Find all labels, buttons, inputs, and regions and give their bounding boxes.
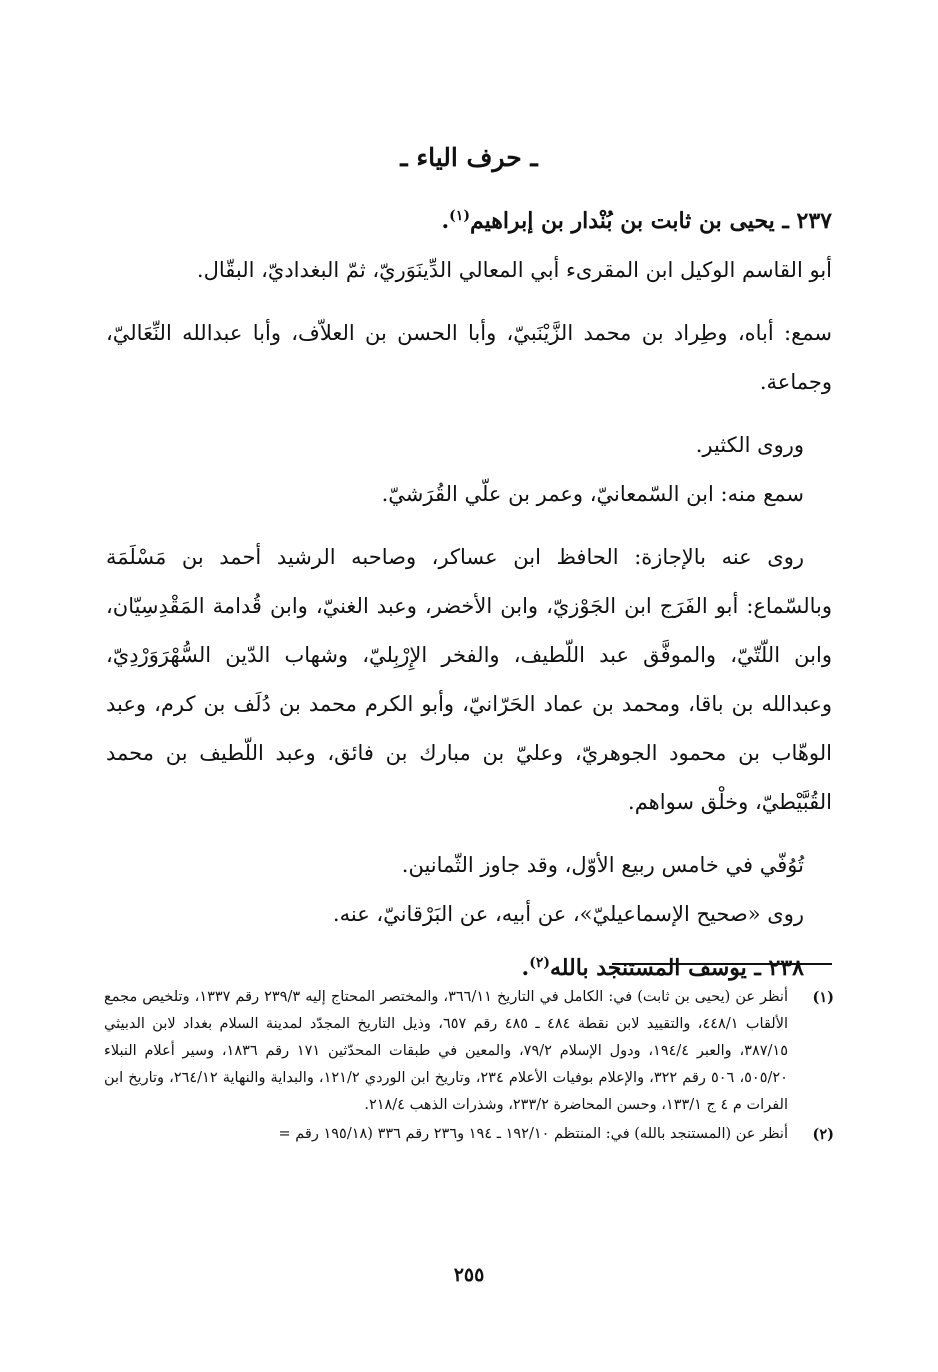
footnote-text: أنظر عن (المستنجد بالله) في: المنتظم ١٩٢/١٠ ـ ١٩٤ و٢٣٦ رقم ٣٣٦ (١٩٥/١٨ رقم = xyxy=(278,1126,788,1142)
footnote-text: أنظر عن (يحيى بن ثابت) في: الكامل في التاريخ ٣٦٦/١١، والمختصر المحتاج إليه ٢٣٩/٣ رقم ١٣٣٧، وتلخيص مجمع الألقاب ٤٤٨/١، والتقييد لابن نقطة ٤٨٤ ـ ٤٨٥ رقم ٦٥٧، وذيل التاريخ المجدّد لمدينة السلام بغداد لابن الدبيثي ٣٨٧/١٥، والعبر ١٩٤/٤، ودول الإسلام ٧٩/٢، والمعين في طبقات المحدّثين ١٧١ رقم ١٨٣٦، وسير أعلام النبلاء ٥٠٥/٢٠، ٥٠٦ رقم ٣٢٢، والإعلام بوفيات الأعلام ٢٣٤، وتاريخ ابن الوردي ١٢١/٢، والبداية والنهاية ٢٦٤/١٢، وتاريخ ابن الفرات م ٤ ج ١٣٣/١، وحسن المحاضرة ٢٣٣/٢، وشذرات الذهب ٢١٨/٤. xyxy=(104,989,788,1113)
footnote-number: (٢) xyxy=(812,1126,834,1143)
entry-237-lineage: أبو القاسم الوكيل ابن المقرىء أبي المعالي الدِّينَوَريّ، ثمّ البغداديّ، البقّال. xyxy=(196,258,832,282)
entry-238-heading: ٢٣٨ ـ يوسف المستنجد بالله xyxy=(549,955,804,981)
footnotes xyxy=(104,984,834,1150)
entry-238-heading-end: . xyxy=(521,955,530,981)
entry-237-heading-end: . xyxy=(441,208,450,234)
entry-237-heading: ٢٣٧ ـ يحيى بن ثابت بن بُنْدار بن إبراهيم xyxy=(469,208,832,234)
footnote-2 xyxy=(104,1121,834,1148)
footnote-divider xyxy=(612,963,832,965)
entry-237-narrates: روى «صحيح الإسماعيليّ»، عن أبيه، عن البَرْقانيّ، عنه. xyxy=(332,902,804,926)
entry-237-heard-from: سمع: أباه، وطِراد بن محمد الزَّيْنَبيّ، وأبا الحسن بن العلاّف، وأبا عبدالله النِّعَاليّ، وجماعة. xyxy=(106,321,832,394)
entry-237-narrated-by: روى عنه بالإجازة: الحافظ ابن عساكر، وصاحبه الرشيد أحمد بن مَسْلَمَة وبالسّماع: أبو الفَرَج ابن الجَوْزيّ، وابن الأخضر، وعبد الغنيّ، وابن قُدامة المَقْدِسِيّان، وابن اللّتّيّ، والموفَّق عبد اللّطيف، والفخر الإِرْبِليّ، وشهاب الدّين السُّهْرَوَرْدِيّ، وعبدالله بن باقا، ومحمد بن عماد الحَرّانيّ، وأبو الكرم محمد بن دُلَف بن كرم، وعبد الوهّاب بن محمود الجوهريّ، وعليّ بن مبارك بن فائق، وعبد اللّطيف بن محمد القُبَّيْطيّ، وخلْق سواهم. xyxy=(106,545,832,814)
main-text xyxy=(106,192,832,993)
footnote-ref-1[interactable]: (١) xyxy=(449,208,470,224)
entry-237-narrated-much: وروى الكثير. xyxy=(695,433,804,457)
entry-237-heard-by: سمع منه: ابن السّمعانيّ، وعمر بن علّي القُرَشيّ. xyxy=(381,482,804,506)
footnote-number: (١) xyxy=(812,989,834,1006)
footnote-ref-2[interactable]: (٢) xyxy=(529,955,550,971)
section-heading: ـ حرف الياء ـ xyxy=(400,143,538,172)
entry-237-death: تُوُفّي في خامس ربيع الأوّل، وقد جاوز الثّمانين. xyxy=(401,853,804,877)
page-number: ٢٥٥ xyxy=(453,1264,485,1286)
footnote-1 xyxy=(104,984,834,1119)
entry-237-heading-line xyxy=(106,192,832,246)
